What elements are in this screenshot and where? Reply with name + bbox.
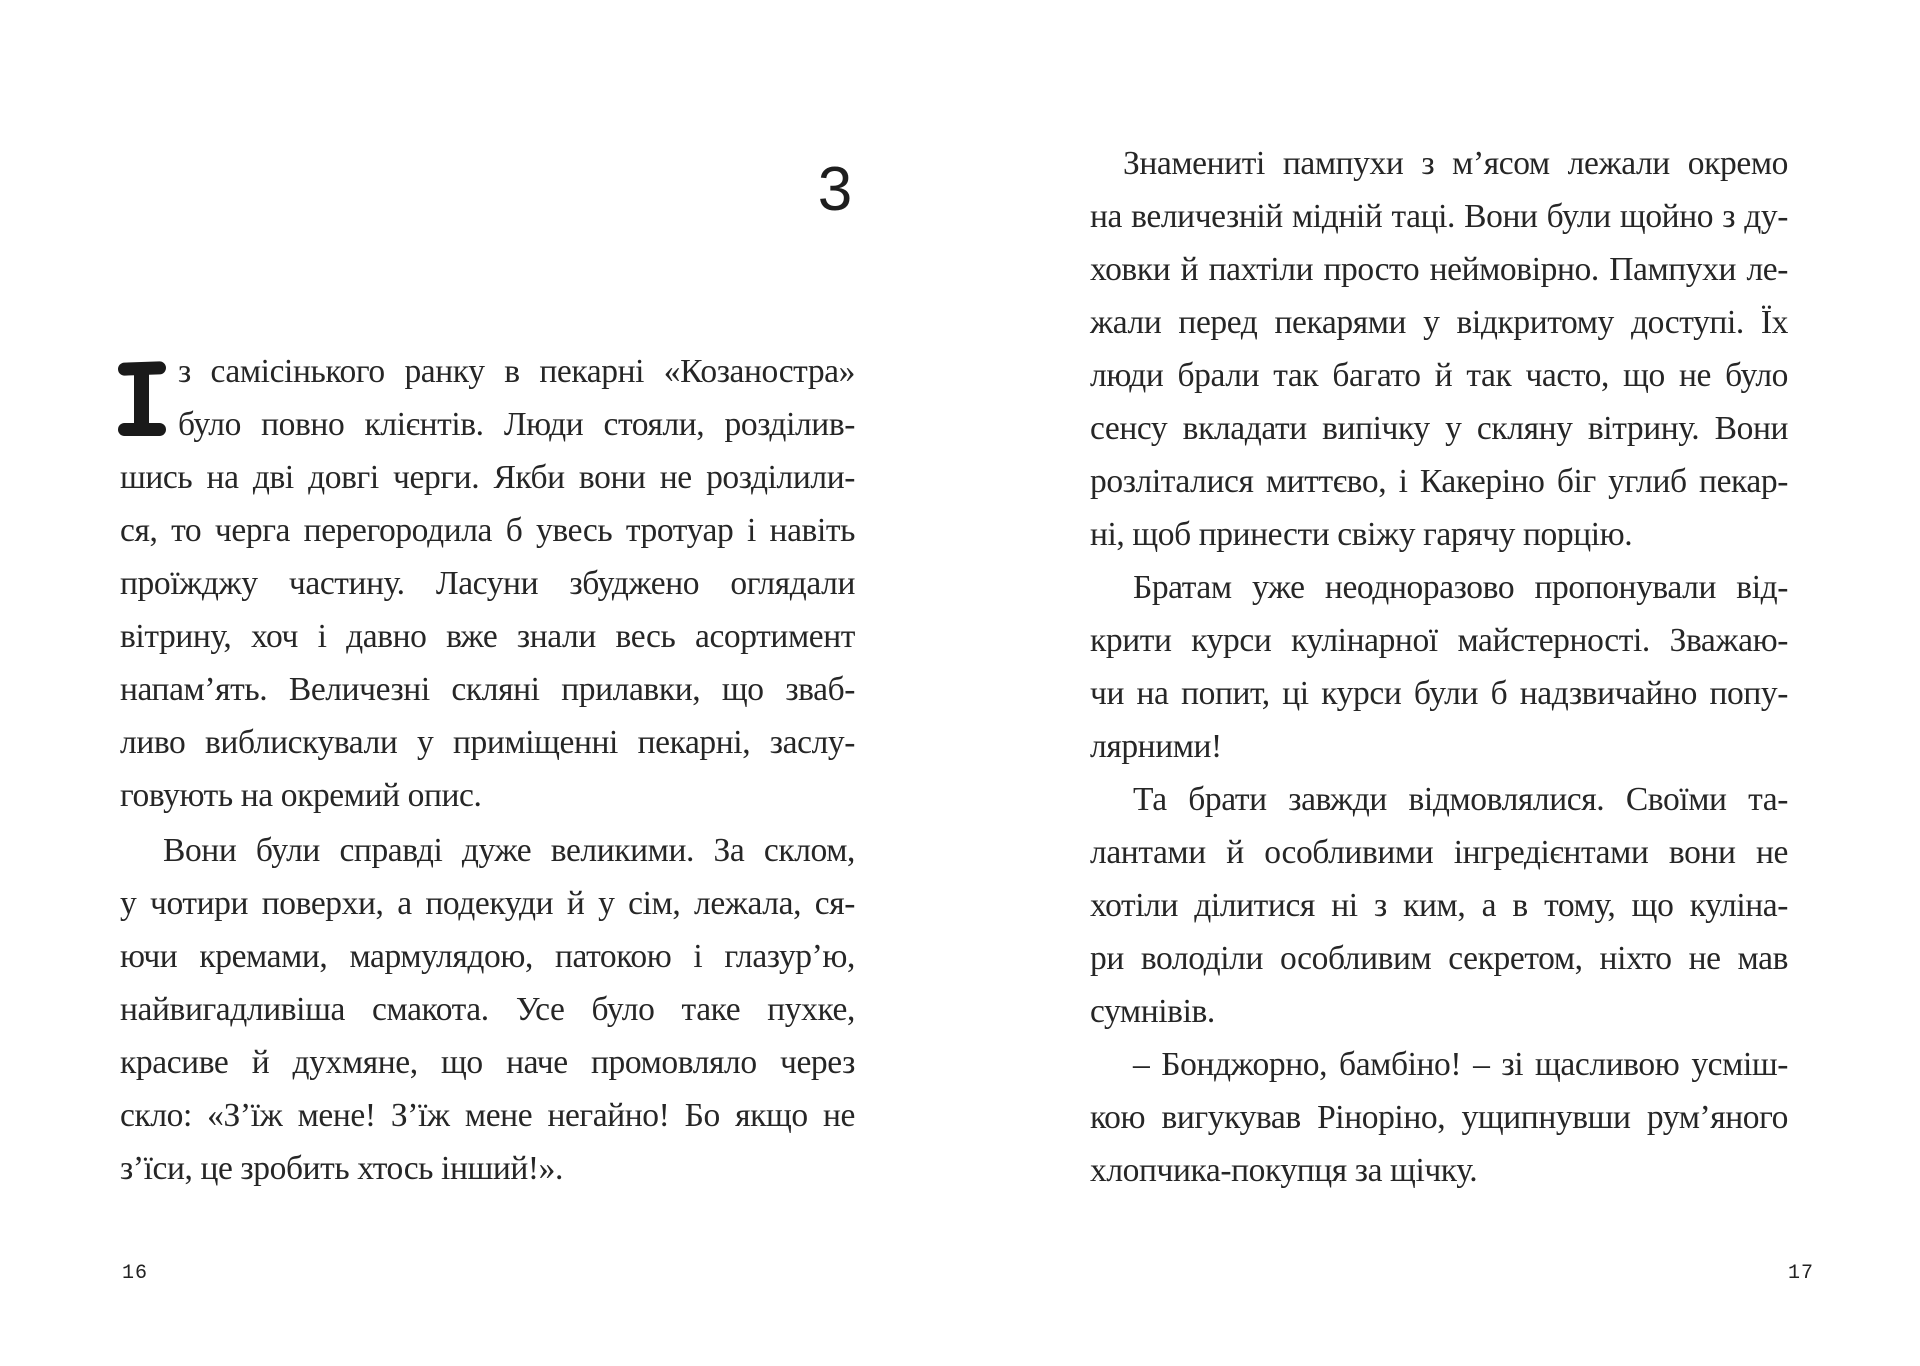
- paragraph-first-line: Братам уже неодноразово пропонували від-: [1133, 569, 1788, 606]
- text-line: з самісінького ранку в пекарні «Козаностра»: [178, 353, 855, 390]
- page-number: 17: [1788, 1262, 1815, 1285]
- text-line: найвигадливіша смакота. Усе було таке пухке,: [120, 991, 855, 1028]
- text-line: ховки й пахтіли просто неймовірно. Пампухи ле-: [1090, 251, 1788, 288]
- text-line: вітрину, хоч і давно вже знали весь асортимент: [120, 618, 855, 655]
- text-line: сенсу вкладати випічку у скляну вітрину. Вони: [1090, 410, 1788, 447]
- text-line: шись на дві довгі черги. Якби вони не розділили-: [120, 459, 855, 496]
- text-line: сумнівів.: [1090, 993, 1215, 1030]
- text-line: у чотири поверхи, а подекуди й у сім, лежала, ся-: [120, 885, 855, 922]
- text-line: було повно клієнтів. Люди стояли, розділив-: [178, 406, 855, 443]
- text-line: кою вигукував Ріноріно, ущипнувши рум’яного: [1090, 1099, 1788, 1136]
- drop-cap-bottom-serif: [118, 423, 166, 436]
- text-line: лантами й особливими інгредієнтами вони не: [1090, 834, 1788, 871]
- text-line: ливо виблискували у приміщенні пекарні, заслу-: [120, 724, 855, 761]
- page-number: 16: [122, 1262, 149, 1285]
- right-page: [960, 0, 1920, 1366]
- text-line: ні, щоб принести свіжу гарячу порцію.: [1090, 516, 1633, 553]
- text-line: напам’ять. Величезні скляні прилавки, що зваб-: [120, 671, 855, 708]
- text-line: крити курси кулінарної майстерності. Зважаю-: [1090, 622, 1788, 659]
- text-line: чи на попит, ці курси були б надзвичайно попу-: [1090, 675, 1788, 712]
- text-line: проїжджу частину. Ласуни збуджено оглядали: [120, 565, 855, 602]
- text-line: люди брали так багато й так часто, що не було: [1090, 357, 1788, 394]
- drop-cap-letter-i: [118, 362, 166, 436]
- chapter-number: 3: [817, 155, 853, 224]
- paragraph-first-line: Та брати завжди відмовлялися. Своїми та-: [1133, 781, 1788, 818]
- paragraph-first-line: – Бонджорно, бамбіно! – зі щасливою усміш-: [1133, 1046, 1788, 1083]
- text-line: ючи кремами, мармулядою, патокою і глазур’ю,: [120, 938, 855, 975]
- text-line: ри володіли особливим секретом, ніхто не мав: [1090, 940, 1788, 977]
- text-line: скло: «З’їж мене! З’їж мене негайно! Бо якщо не: [120, 1097, 855, 1134]
- text-line: хотіли ділитися ні з ким, а в тому, що куліна-: [1090, 887, 1788, 924]
- text-line: говують на окремий опис.: [120, 777, 482, 814]
- text-line: ся, то черга перегородила б увесь тротуар і навіть: [120, 512, 855, 549]
- drop-cap-stem: [134, 368, 149, 430]
- text-line: красиве й духмяне, що наче промовляло через: [120, 1044, 855, 1081]
- text-line: розліталися миттєво, і Какеріно біг углиб пекар-: [1090, 463, 1788, 500]
- paragraph-first-line: Вони були справді дуже великими. За склом,: [163, 832, 855, 869]
- text-line: на величезній мідній таці. Вони були щойно з ду-: [1090, 198, 1788, 235]
- text-line: хлопчика-покупця за щічку.: [1090, 1152, 1478, 1189]
- text-line: з’їси, це зробить хтось інший!».: [120, 1150, 563, 1187]
- text-line: жали перед пекарями у відкритому доступі. Їх: [1090, 304, 1788, 341]
- paragraph-first-line: Знамениті пампухи з м’ясом лежали окремо: [1123, 145, 1788, 182]
- text-line: лярними!: [1090, 728, 1222, 765]
